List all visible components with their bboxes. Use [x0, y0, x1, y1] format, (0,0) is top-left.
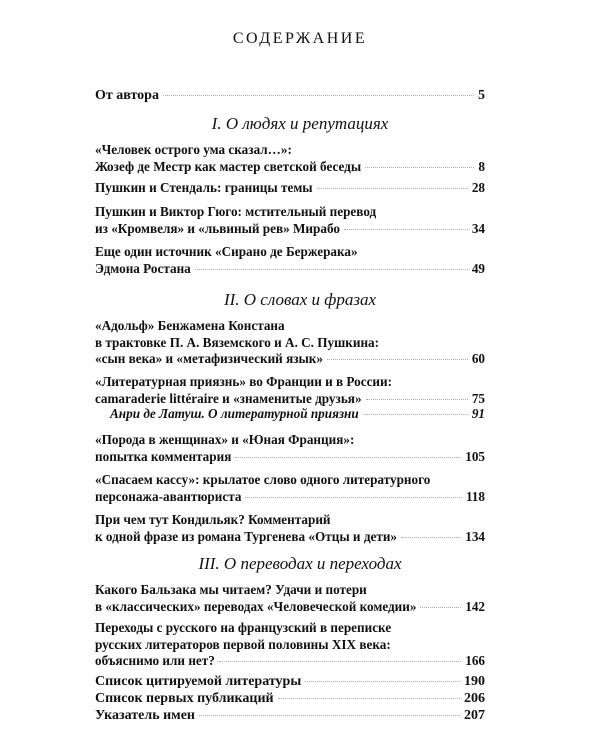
entry-title-line: Жозеф де Местр как мастер светской беседы [95, 158, 362, 174]
page-number: 60 [471, 351, 485, 366]
page-number: 91 [471, 406, 485, 421]
page-number: 190 [464, 674, 485, 689]
entry-title-line: Пушкин и Виктор Гюго: мстительный перевод [95, 204, 377, 219]
section-heading-2: II. О словах и фразах [223, 290, 377, 309]
page-title: СОДЕРЖАНИЕ [232, 30, 368, 47]
entry-title-line: «Спасаем кассу»: крылатое слово одного литературного [95, 472, 431, 487]
entry-title-line: «Литературная приязнь» во Франции и в России: [95, 374, 393, 389]
page-number: 5 [478, 88, 485, 103]
toc-entry[interactable] [95, 708, 485, 725]
toc-entry[interactable] [95, 180, 485, 197]
entry-title-line: попытка комментария [95, 448, 232, 464]
leader-dots [366, 399, 468, 400]
page-number: 105 [465, 448, 485, 464]
page-number: 134 [465, 528, 485, 544]
toc-entry[interactable] [95, 620, 485, 670]
entry-title-line: «Человек острого ума сказал…»: [95, 142, 292, 157]
leader-dots [235, 457, 461, 458]
leader-dots [363, 414, 468, 415]
entry-title-line: персонажа-авантюриста [95, 488, 242, 504]
leader-dots [245, 497, 461, 498]
toc-entry[interactable] [95, 142, 485, 175]
leader-dots [199, 715, 460, 716]
entry-title-line: Анри де Латуш. О литературной приязни [110, 406, 359, 421]
leader-dots [344, 229, 468, 230]
leader-dots [305, 681, 460, 682]
leader-dots [420, 607, 461, 608]
section-heading-3: III. О переводах и переходах [198, 554, 402, 573]
toc-entry-appendix[interactable] [110, 406, 485, 423]
toc-entry[interactable] [95, 204, 485, 237]
page-number: 118 [465, 488, 485, 504]
entry-title-line: Список цитируемой литературы [95, 674, 302, 689]
leader-dots [219, 661, 461, 662]
toc-entry[interactable] [95, 674, 485, 691]
page-number: 166 [465, 653, 485, 668]
page-number: 75 [471, 390, 485, 406]
toc-entry[interactable] [95, 691, 485, 708]
entry-title-line: «Адольф» Бенжамена Констана [95, 318, 285, 333]
entry-title-line: camaraderie littéraire и «знаменитые друзья» [95, 390, 362, 406]
leader-dots [278, 698, 460, 699]
page-number: 207 [464, 708, 485, 723]
entry-title-line: Список первых публикаций [95, 691, 274, 706]
entry-title-line: к одной фразе из романа Тургенева «Отцы и дети» [95, 528, 398, 544]
page-number: 28 [471, 180, 485, 195]
toc-entry[interactable] [95, 432, 485, 465]
entry-title-line: Переходы с русского на французский в переписке [95, 620, 392, 635]
entry-title-line: в «классических» переводах «Человеческой комедии» [95, 598, 417, 614]
toc-entry[interactable] [95, 582, 485, 615]
page-number: 142 [465, 598, 485, 614]
leader-dots [163, 95, 474, 96]
page-number: 49 [471, 260, 485, 276]
leader-dots [365, 167, 474, 168]
entry-title-line: Какого Бальзака мы читаем? Удачи и потери [95, 582, 367, 597]
entry-title-line: «Порода в женщинах» и «Юная Франция»: [95, 432, 355, 447]
entry-title-line: в трактовке П. А. Вяземского и А. С. Пушкина: [95, 334, 380, 350]
page-number: 34 [471, 220, 485, 236]
entry-title-line: При чем тут Кондильяк? Комментарий [95, 512, 331, 527]
toc-entry[interactable] [95, 374, 485, 407]
leader-dots [327, 359, 468, 360]
entry-title-line: Пушкин и Стендаль: границы темы [95, 180, 313, 195]
entry-title: От автора [95, 88, 159, 103]
section-heading-1: I. О людях и репутациях [211, 114, 389, 133]
toc-entry-preface[interactable] [95, 88, 485, 105]
toc-entry[interactable] [95, 472, 485, 505]
toc-entry[interactable] [95, 244, 485, 277]
toc-entry[interactable] [95, 318, 485, 368]
entry-title-line: Указатель имен [95, 708, 195, 723]
entry-title-line: Эдмона Ростана [95, 260, 191, 276]
entry-title-line: «сын века» и «метафизический язык» [95, 351, 323, 366]
leader-dots [317, 188, 468, 189]
page-number: 206 [464, 691, 485, 706]
leader-dots [195, 269, 468, 270]
leader-dots [401, 537, 461, 538]
page-number: 8 [478, 158, 485, 174]
entry-title-line: Еще один источник «Сирано де Бержерака» [95, 244, 358, 259]
entry-title-line: объяснимо или нет? [95, 653, 215, 668]
entry-title-line: из «Кромвеля» и «львиный рев» Мирабо [95, 220, 340, 236]
toc-entry[interactable] [95, 512, 485, 545]
entry-title-line: русских литераторов первой половины XIX века: [95, 636, 391, 652]
